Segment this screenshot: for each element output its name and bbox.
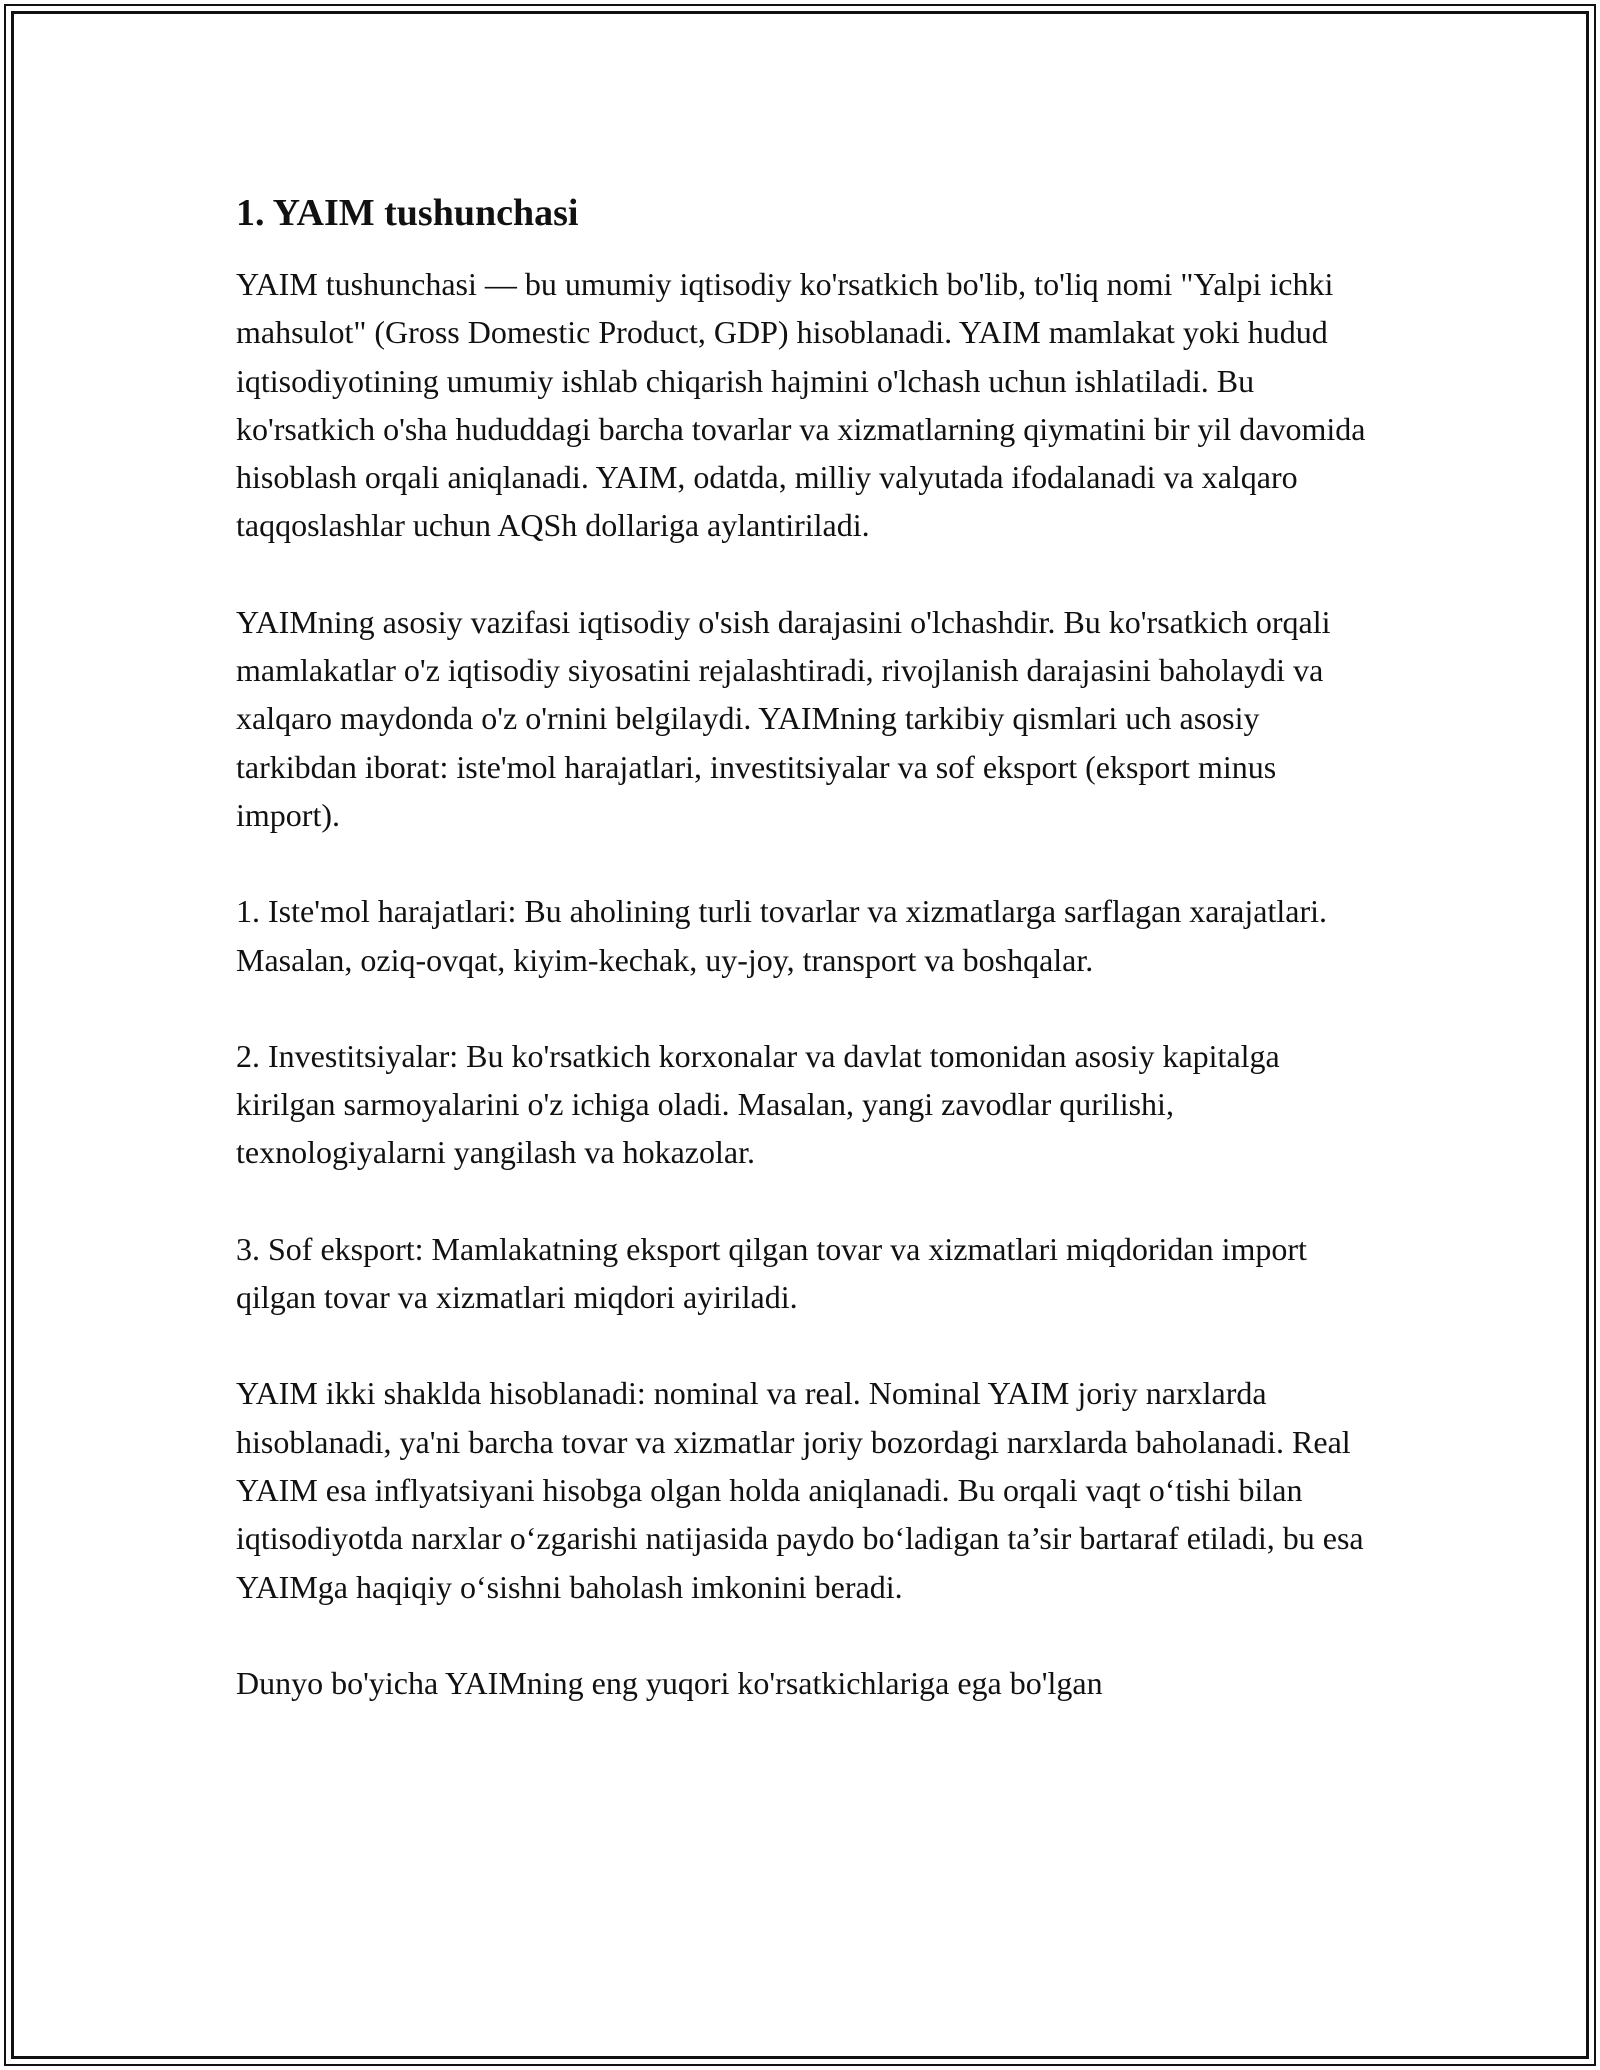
section-heading: 1. YAIM tushunchasi <box>236 192 579 234</box>
document-body <box>236 186 1376 1755</box>
paragraph-investment: 2. Investitsiyalar: Bu ko'rsatkich korxonalar va davlat tomonidan asosiy kapitalga kirilgan sarmoyalarini o'z ichiga oladi. Masalan, yangi zavodlar qurilishi, texnologiyalarni yangilash va hokazolar. <box>236 1037 1280 1171</box>
paragraph-world-ranking: Dunyo bo'yicha YAIMning eng yuqori ko'rsatkichlariga ega bo'lgan <box>236 1664 1103 1701</box>
paragraph-definition: YAIM tushunchasi — bu umumiy iqtisodiy ko'rsatkich bo'lib, to'liq nomi "Yalpi ichki mahsulot" (Gross Domestic Product, GDP) hisoblanadi. YAIM mamlakat yoki hudud iqtisodiyotining umumiy ishlab chiqarish hajmini o'lchash uchun ishlatiladi. Bu ko'rsatkich o'sha hududdagi barcha tovarlar va xizmatlarning qiymatini bir yil davomida hisoblash orqali aniqlanadi. YAIM, odatda, milliy valyutada ifodalanadi va xalqaro taqqoslashlar uchun AQSh dollariga aylantiriladi. <box>236 266 1366 544</box>
paragraph-purpose: YAIMning asosiy vazifasi iqtisodiy o'sish darajasini o'lchashdir. Bu ko'rsatkich orqali mamlakatlar o'z iqtisodiy siyosatini rejalashtiradi, rivojlanish darajasini baholaydi va xalqaro maydonda o'z o'rnini belgilaydi. YAIMning tarkibiy qismlari uch asosiy tarkibdan iborat: iste'mol harajatlari, investitsiyalar va sof eksport (eksport minus import). <box>236 603 1331 833</box>
paragraph-consumption: 1. Iste'mol harajatlari: Bu aholining turli tovarlar va xizmatlarga sarflagan xarajatlari. Masalan, oziq-ovqat, kiyim-kechak, uy-joy, transport va boshqalar. <box>236 893 1327 978</box>
paragraph-net-export: 3. Sof eksport: Mamlakatning eksport qilgan tovar va xizmatlari miqdoridan import qilgan tovar va xizmatlari miqdori ayiriladi. <box>236 1230 1307 1316</box>
paragraph-nominal-real: YAIM ikki shaklda hisoblanadi: nominal va real. Nominal YAIM joriy narxlarda hisoblanadi, ya'ni barcha tovar va xizmatlar joriy bozordagi narxlarda baholanadi. Real YAIM esa inflyatsiyani hisobga olgan holda aniqlanadi. Bu orqali vaqt o‘tishi bilan iqtisodiyotda narxlar o‘zgarishi natijasida paydo bo‘ladigan ta’sir bartaraf etiladi, bu esa YAIMga haqiqiy o‘sishni baholash imkonini beradi. <box>236 1375 1364 1605</box>
